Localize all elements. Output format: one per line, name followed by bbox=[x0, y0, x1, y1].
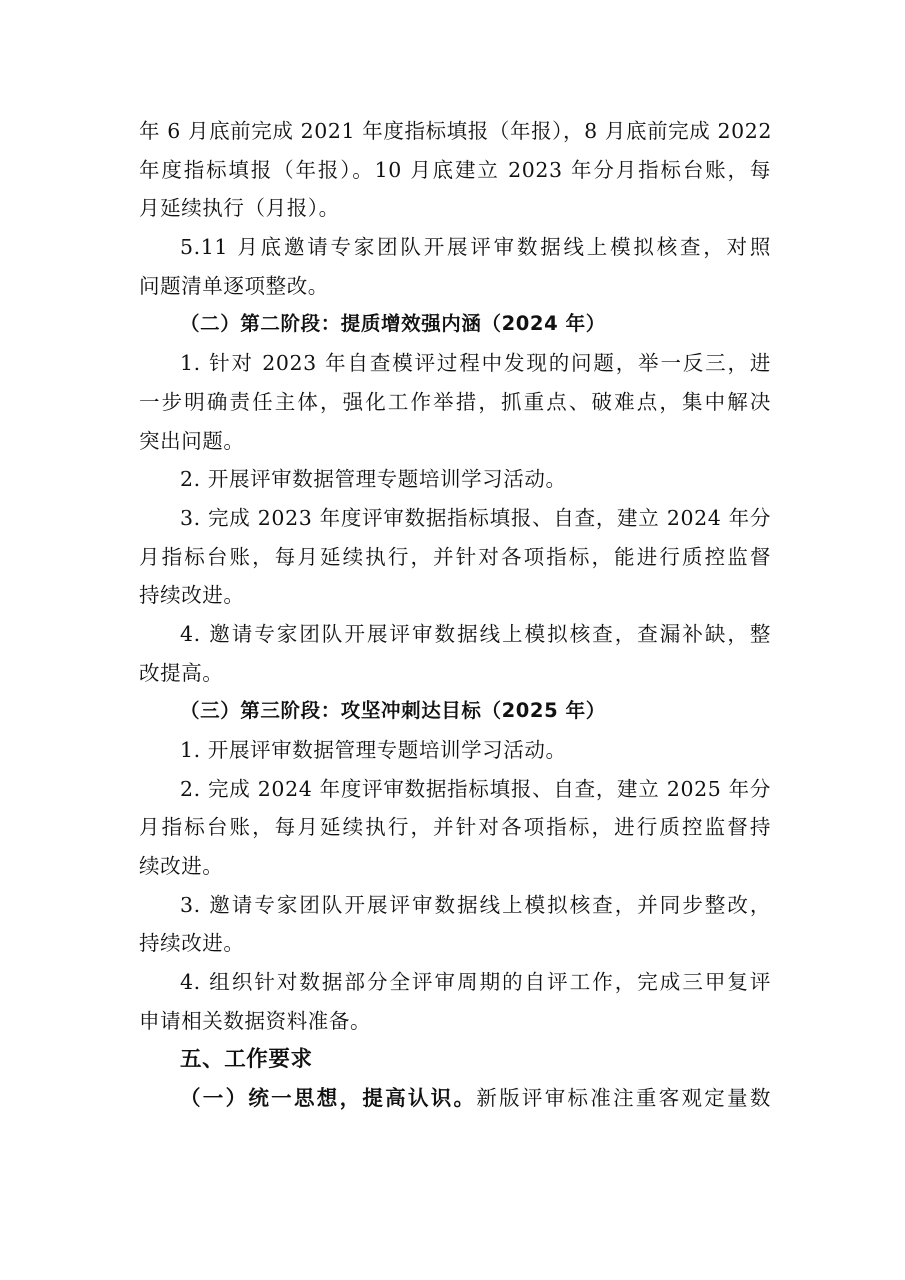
paragraph-line: 问题清单逐项整改。 bbox=[139, 273, 329, 298]
section-heading-work-requirements: 五、工作要求 bbox=[180, 1046, 313, 1072]
paragraph-line: 申请相关数据资料准备。 bbox=[139, 1008, 372, 1033]
paragraph-line: 1. 针对 2023 年自查模评过程中发现的问题，举一反三，进 bbox=[180, 351, 771, 376]
paragraph-line: 3. 邀请专家团队开展评审数据线上模拟核查，并同步整改， bbox=[180, 892, 771, 917]
paragraph-line: 1. 开展评审数据管理专题培训学习活动。 bbox=[180, 738, 567, 762]
paragraph-line: 3. 完成 2023 年度评审数据指标填报、自查，建立 2024 年分 bbox=[180, 505, 771, 530]
paragraph-line: 持续改进。 bbox=[139, 931, 245, 956]
paragraph-line: 突出问题。 bbox=[139, 428, 245, 453]
paragraph-line: 4. 邀请专家团队开展评审数据线上模拟核查，查漏补缺，整 bbox=[180, 621, 771, 646]
section-heading-stage-3: （三）第三阶段：攻坚冲刺达目标（2025 年） bbox=[180, 699, 606, 723]
paragraph-line: 年度指标填报（年报）。10 月底建立 2023 年分月指标台账，每 bbox=[139, 157, 771, 182]
paragraph-line: 月指标台账，每月延续执行，并针对各项指标，能进行质控监督 bbox=[139, 544, 771, 569]
paragraph-line: 年 6 月底前完成 2021 年度指标填报（年报），8 月底前完成 2022 bbox=[139, 119, 773, 143]
paragraph-line: 一步明确责任主体，强化工作举措，抓重点、破难点，集中解决 bbox=[139, 389, 771, 414]
paragraph-line: 5.11 月底邀请专家团队开展评审数据线上模拟核查，对照 bbox=[180, 235, 771, 260]
paragraph-line: 改提高。 bbox=[139, 660, 224, 685]
paragraph-line: 4. 组织针对数据部分全评审周期的自评工作，完成三甲复评 bbox=[180, 970, 771, 995]
section-heading-stage-2: （二）第二阶段：提质增效强内涵（2024 年） bbox=[180, 312, 606, 336]
paragraph-line: 续改进。 bbox=[139, 854, 224, 879]
paragraph-text: 新版评审标准注重客观定量数 bbox=[476, 1086, 771, 1111]
document-body bbox=[139, 112, 771, 1118]
paragraph-line: 持续改进。 bbox=[139, 583, 245, 608]
paragraph-line: 2. 开展评审数据管理专题培训学习活动。 bbox=[180, 467, 567, 492]
paragraph-line: 月指标台账，每月延续执行，并针对各项指标，进行质控监督持 bbox=[139, 815, 771, 840]
paragraph-line: 月延续执行（月报）。 bbox=[139, 196, 340, 221]
bold-lead-text: （一）统一思想，提高认识。 bbox=[180, 1086, 477, 1111]
paragraph-line bbox=[139, 1079, 771, 1118]
paragraph-line: 2. 完成 2024 年度评审数据指标填报、自查，建立 2025 年分 bbox=[180, 776, 771, 801]
